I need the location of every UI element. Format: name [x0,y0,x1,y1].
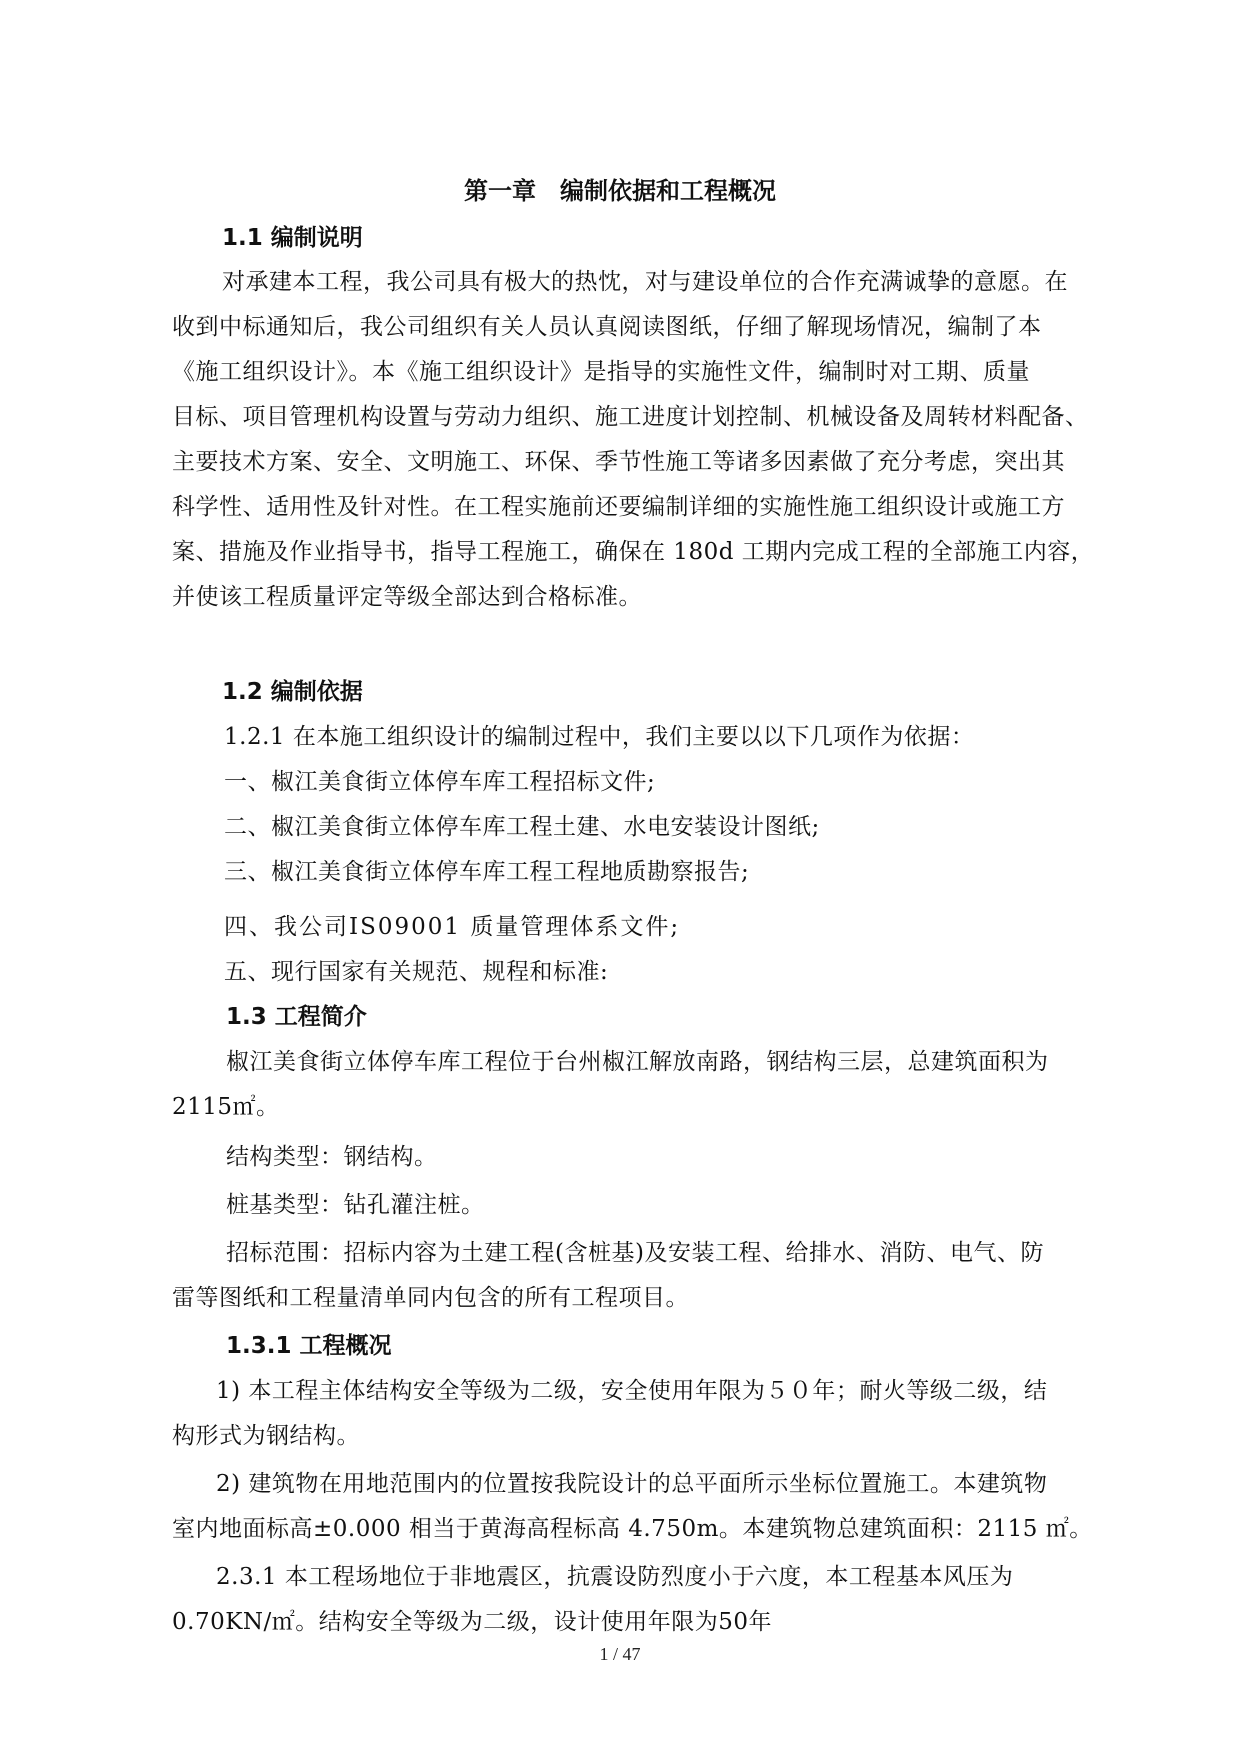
page-number: 1 / 47 [599,1644,641,1664]
list-item: 二、椒江美食街立体停车库工程土建、水电安装设计图纸; [224,814,820,840]
paragraph-line: 2115㎡。 [172,1094,280,1120]
paragraph-line: 桩基类型：钻孔灌注桩。 [226,1192,485,1218]
section-heading-1-2: 1.2 编制依据 [222,679,363,705]
section-heading-1-1: 1.1 编制说明 [222,225,363,251]
paragraph-line: 主要技术方案、安全、文明施工、环保、季节性施工等诸多因素做了充分考虑，突出其 [172,449,1065,475]
paragraph-line: 构形式为钢结构。 [172,1423,360,1449]
paragraph-line: 并使该工程质量评定等级全部达到合格标准。 [172,584,642,610]
paragraph-line: 2) 建筑物在用地范围内的位置按我院设计的总平面所示坐标位置施工。本建筑物 [216,1471,1048,1497]
paragraph-line: 1) 本工程主体结构安全等级为二级，安全使用年限为５０年；耐火等级二级，结 [216,1378,1048,1404]
chapter-title: 第一章 编制依据和工程概况 [464,177,776,205]
list-item: 五、现行国家有关规范、规程和标准: [224,959,609,985]
paragraph-line: 案、措施及作业指导书，指导工程施工，确保在 180d 工期内完成工程的全部施工内容， [172,539,1095,565]
paragraph-line: 目标、项目管理机构设置与劳动力组织、施工进度计划控制、机械设备及周转材料配备、 [172,404,1089,430]
paragraph-line: 1.2.1 在本施工组织设计的编制过程中，我们主要以以下几项作为依据： [224,724,975,750]
paragraph-line: 雷等图纸和工程量清单同内包含的所有工程项目。 [172,1285,689,1311]
list-item: 四、我公司IS09001 质量管理体系文件; [224,914,681,940]
section-heading-1-3-1: 1.3.1 工程概况 [226,1333,392,1359]
section-heading-1-3: 1.3 工程简介 [226,1004,367,1030]
paragraph-line: 招标范围：招标内容为土建工程(含桩基)及安装工程、给排水、消防、电气、防 [226,1240,1044,1266]
paragraph-line: 收到中标通知后，我公司组织有关人员认真阅读图纸，仔细了解现场情况，编制了本 [172,314,1042,340]
paragraph-line: 《施工组织设计》。本《施工组织设计》是指导的实施性文件，编制时对工期、质量 [172,359,1030,385]
paragraph-line: 对承建本工程，我公司具有极大的热忱，对与建设单位的合作充满诚挚的意愿。在 [222,269,1068,295]
paragraph-line: 2.3.1 本工程场地位于非地震区，抗震设防烈度小于六度，本工程基本风压为 [216,1564,1014,1590]
list-item: 三、椒江美食街立体停车库工程工程地质勘察报告; [224,859,750,885]
paragraph-line: 结构类型：钢结构。 [226,1144,438,1170]
paragraph-line: 0.70KN/㎡。结构安全等级为二级，设计使用年限为50年 [172,1609,773,1635]
paragraph-line: 科学性、适用性及针对性。在工程实施前还要编制详细的实施性施工组织设计或施工方 [172,494,1065,520]
paragraph-line: 椒江美食街立体停车库工程位于台州椒江解放南路，钢结构三层，总建筑面积为 [226,1049,1049,1075]
list-item: 一、椒江美食街立体停车库工程招标文件; [224,769,656,795]
paragraph-line: 室内地面标高±0.000 相当于黄海高程标高 4.750m。本建筑物总建筑面积：2115 ㎡。 [172,1516,1093,1542]
